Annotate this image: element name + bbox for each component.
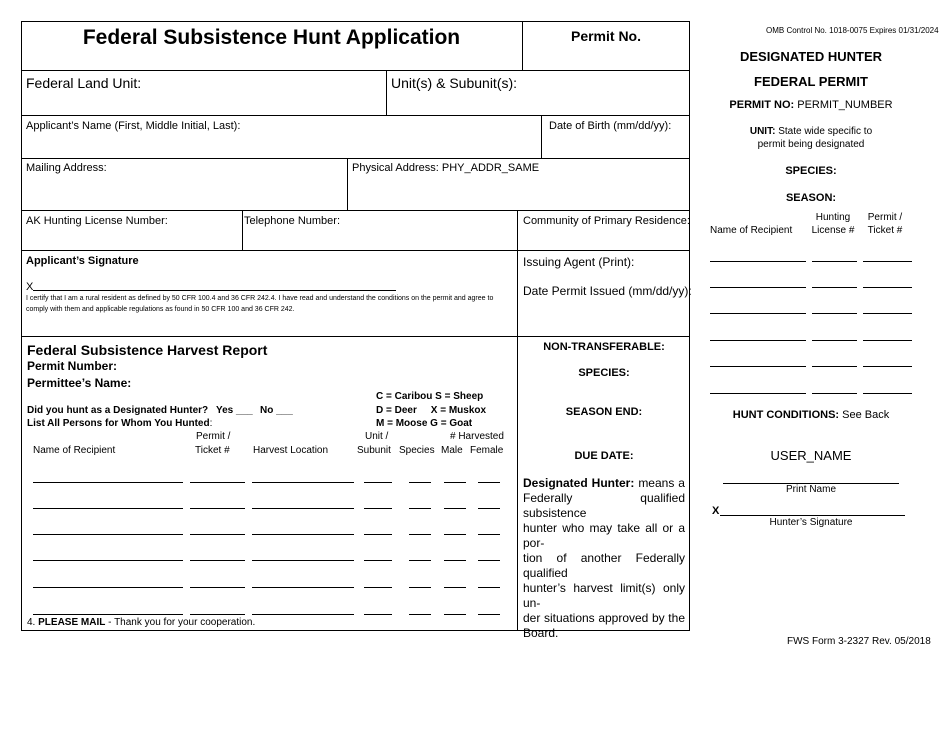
designated-hunter-heading: DESIGNATED HUNTER [739, 49, 883, 64]
harvest-row-1-permit[interactable] [190, 482, 245, 483]
species-legend-1: C = Caribou S = Sheep [376, 391, 484, 402]
recipient-row-1-permit[interactable] [863, 261, 912, 262]
applicant-signature-line[interactable] [33, 290, 396, 291]
season-end-label: SEASON END: [565, 406, 643, 418]
right-col-hunting-top: Hunting [815, 212, 851, 223]
certify-line-1: I certify that I am a rural resident as defined by 50 CFR 100.4 and 36 CFR 242.4. I have read and understand the conditions on the permit and agree to [26, 295, 494, 302]
harvest-row-2-recipient[interactable] [33, 508, 183, 509]
telephone-divider [242, 210, 243, 250]
due-date-label: DUE DATE: [574, 450, 634, 462]
signature-x: X [26, 281, 34, 293]
telephone-label: Telephone Number: [244, 215, 341, 227]
harvest-row-4-location[interactable] [252, 560, 354, 561]
right-col-recipient: Name of Recipient [710, 225, 793, 236]
harvest-row-5-permit[interactable] [190, 587, 245, 588]
right-col-permit-bottom: Ticket # [867, 225, 903, 236]
recipient-row-3-license[interactable] [812, 313, 857, 314]
hunt-conditions-label: HUNT CONDITIONS: [732, 409, 840, 421]
form-number: FWS Form 3-2327 Rev. 05/2018 [787, 636, 931, 647]
recipient-row-1-license[interactable] [812, 261, 857, 262]
harvest-row-3-permit[interactable] [190, 534, 245, 535]
designated-def-line-4: tion of another Federally qualified [523, 551, 685, 580]
designated-def-line-5: hunter’s harvest limit(s) only un- [523, 581, 685, 610]
harvest-row-3-male[interactable] [444, 534, 466, 535]
dob-divider [541, 115, 542, 158]
designated-def-bold: Designated Hunter: [523, 476, 635, 490]
harvest-row-5-recipient[interactable] [33, 587, 183, 588]
right-permit-no-label: PERMIT NO: [729, 99, 795, 111]
harvest-report-title: Federal Subsistence Harvest Report [27, 342, 268, 358]
col-unit-bottom: Subunit [357, 445, 391, 456]
recipient-row-6-name[interactable] [710, 393, 806, 394]
designated-def-line-6: der situations approved by the [523, 611, 685, 625]
hunter-signature-x: X [712, 505, 720, 517]
harvest-row-2-location[interactable] [252, 508, 354, 509]
recipient-row-1-name[interactable] [710, 261, 806, 262]
col-species: Species [399, 445, 435, 456]
harvest-row-6-male[interactable] [444, 614, 466, 615]
harvest-row-3-female[interactable] [478, 534, 500, 535]
list-persons-colon: : [209, 418, 213, 429]
federal-permit-heading: FEDERAL PERMIT [754, 74, 868, 89]
permit-no-label: Permit No. [570, 28, 641, 44]
hunter-signature-line[interactable] [720, 515, 905, 516]
harvest-row-6-recipient[interactable] [33, 614, 183, 615]
harvest-row-6-location[interactable] [252, 614, 354, 615]
harvest-row-6-permit[interactable] [190, 614, 245, 615]
harvest-row-5-female[interactable] [478, 587, 500, 588]
unit-divider [386, 70, 387, 115]
mail-bold: PLEASE MAIL [38, 617, 106, 628]
row-divider-5 [21, 250, 690, 251]
recipient-row-5-permit[interactable] [863, 366, 912, 367]
col-unit-top: Unit / [365, 431, 389, 442]
harvest-row-3-recipient[interactable] [33, 534, 183, 535]
community-label: Community of Primary Residence: [523, 215, 690, 227]
harvest-row-2-unit[interactable] [364, 508, 392, 509]
mailing-address-label: Mailing Address: [26, 162, 107, 174]
harvest-row-4-permit[interactable] [190, 560, 245, 561]
recipient-row-3-name[interactable] [710, 313, 806, 314]
physical-divider [347, 158, 348, 210]
hunt-conditions-value: See Back [842, 409, 890, 421]
right-unit-value-2: permit being designated [757, 139, 865, 150]
row-divider-3 [21, 158, 690, 159]
species-legend-3: M = Moose G = Goat [376, 418, 473, 429]
harvest-row-6-species[interactable] [409, 614, 431, 615]
right-permit-no-value: PERMIT_NUMBER [797, 99, 893, 111]
dob-label: Date of Birth (mm/dd/yy): [549, 120, 672, 132]
row-divider-2 [21, 115, 690, 116]
col-location: Harvest Location [253, 445, 329, 456]
print-name-label: Print Name [785, 484, 836, 495]
harvest-row-5-unit[interactable] [364, 587, 392, 588]
harvest-row-5-location[interactable] [252, 587, 354, 588]
right-species-label: SPECIES: [785, 165, 837, 177]
harvest-row-4-female[interactable] [478, 560, 500, 561]
issuing-agent-label: Issuing Agent (Print): [523, 255, 635, 269]
designated-def-line-7: Board. [523, 626, 559, 640]
recipient-row-4-license[interactable] [812, 340, 857, 341]
harvest-row-2-male[interactable] [444, 508, 466, 509]
right-unit-value-1: State wide specific to [778, 126, 873, 137]
recipient-row-2-license[interactable] [812, 287, 857, 288]
col-male: Male [441, 445, 463, 456]
list-persons-label [27, 418, 212, 430]
recipient-row-2-permit[interactable] [863, 287, 912, 288]
row-divider-1 [21, 70, 690, 71]
harvest-row-2-species[interactable] [409, 508, 431, 509]
designated-no[interactable]: No ___ [260, 405, 293, 416]
right-permit-no [700, 99, 922, 112]
recipient-row-5-license[interactable] [812, 366, 857, 367]
list-persons-text: List All Persons for Whom You Hunted [27, 418, 210, 429]
community-divider [517, 210, 518, 631]
harvest-row-4-species[interactable] [409, 560, 431, 561]
harvest-row-1-male[interactable] [444, 482, 466, 483]
hunting-license-label: AK Hunting License Number: [26, 215, 168, 227]
harvest-row-2-female[interactable] [478, 508, 500, 509]
harvest-row-3-species[interactable] [409, 534, 431, 535]
units-label: Unit(s) & Subunit(s): [391, 75, 518, 91]
recipient-row-3-permit[interactable] [863, 313, 912, 314]
applicant-signature-label: Applicant’s Signature [26, 255, 139, 267]
harvest-row-4-male[interactable] [444, 560, 466, 561]
harvest-row-1-location[interactable] [252, 482, 354, 483]
row-divider-6 [21, 336, 690, 337]
non-transferable-label: NON-TRANSFERABLE: [543, 341, 665, 353]
recipient-row-5-name[interactable] [710, 366, 806, 367]
harvest-row-1-recipient[interactable] [33, 482, 183, 483]
harvest-row-2-permit[interactable] [190, 508, 245, 509]
certify-line-2: comply with them and applicable regulations as found in 50 CFR 100 and 36 CFR 242. [26, 306, 295, 313]
species-legend-2: D = Deer X = Muskox [376, 405, 487, 416]
designated-question: Did you hunt as a Designated Hunter? [27, 405, 209, 416]
right-unit-label: UNIT: [749, 126, 776, 137]
land-unit-label: Federal Land Unit: [26, 75, 142, 91]
right-season-label: SEASON: [785, 192, 837, 204]
recipient-row-4-name[interactable] [710, 340, 806, 341]
designated-def-line-1: means a [638, 476, 685, 490]
col-permit-bottom: Ticket # [195, 445, 230, 456]
designated-def-line-3: hunter who may take all or a por- [523, 521, 685, 550]
designated-hunter-definition [523, 476, 685, 641]
physical-address [352, 162, 539, 175]
recipient-row-6-permit[interactable] [863, 393, 912, 394]
designated-yes[interactable]: Yes ___ [216, 405, 253, 416]
harvest-row-5-male[interactable] [444, 587, 466, 588]
col-permit-top: Permit / [196, 431, 231, 442]
harvest-row-1-species[interactable] [409, 482, 431, 483]
harvest-row-3-unit[interactable] [364, 534, 392, 535]
recipient-row-2-name[interactable] [710, 287, 806, 288]
col-recipient: Name of Recipient [33, 445, 116, 456]
right-col-hunting-bottom: License # [811, 225, 855, 236]
row-divider-4 [21, 210, 690, 211]
col-harvested: # Harvested [450, 431, 504, 442]
mail-rest: - Thank you for your cooperation. [105, 617, 256, 628]
harvest-row-1-unit[interactable] [364, 482, 392, 483]
col-female: Female [470, 445, 504, 456]
harvest-row-6-unit[interactable] [364, 614, 392, 615]
recipient-row-6-license[interactable] [812, 393, 857, 394]
mail-number: 4. [27, 617, 36, 628]
permittee-name-label: Permittee’s Name: [27, 376, 132, 390]
harvest-row-4-recipient[interactable] [33, 560, 183, 561]
right-col-permit-top: Permit / [867, 212, 903, 223]
user-name: USER_NAME [770, 448, 852, 463]
harvest-row-6-female[interactable] [478, 614, 500, 615]
mail-note [27, 617, 507, 629]
hunt-conditions [700, 409, 922, 422]
harvest-row-5-species[interactable] [409, 587, 431, 588]
middle-species-label: SPECIES: [578, 367, 630, 379]
form-title: Federal Subsistence Hunt Application [82, 26, 461, 49]
physical-address-value: PHY_ADDR_SAME [441, 162, 540, 174]
recipient-row-4-permit[interactable] [863, 340, 912, 341]
permit-number-label: Permit Number: [27, 359, 118, 373]
harvest-row-1-female[interactable] [478, 482, 500, 483]
date-issued-label: Date Permit Issued (mm/dd/yy): [523, 284, 692, 298]
omb-control: OMB Control No. 1018-0075 Expires 01/31/2024 [766, 26, 939, 35]
designated-def-line-2: Federally qualified subsistence [523, 491, 685, 520]
hunters-signature-label: Hunter’s Signature [769, 517, 853, 528]
applicant-name-label: Applicant’s Name (First, Middle Initial, Last): [26, 120, 241, 132]
physical-address-label: Physical Address: [352, 162, 439, 174]
harvest-row-4-unit[interactable] [364, 560, 392, 561]
harvest-row-3-location[interactable] [252, 534, 354, 535]
right-unit-line-1 [700, 126, 922, 138]
